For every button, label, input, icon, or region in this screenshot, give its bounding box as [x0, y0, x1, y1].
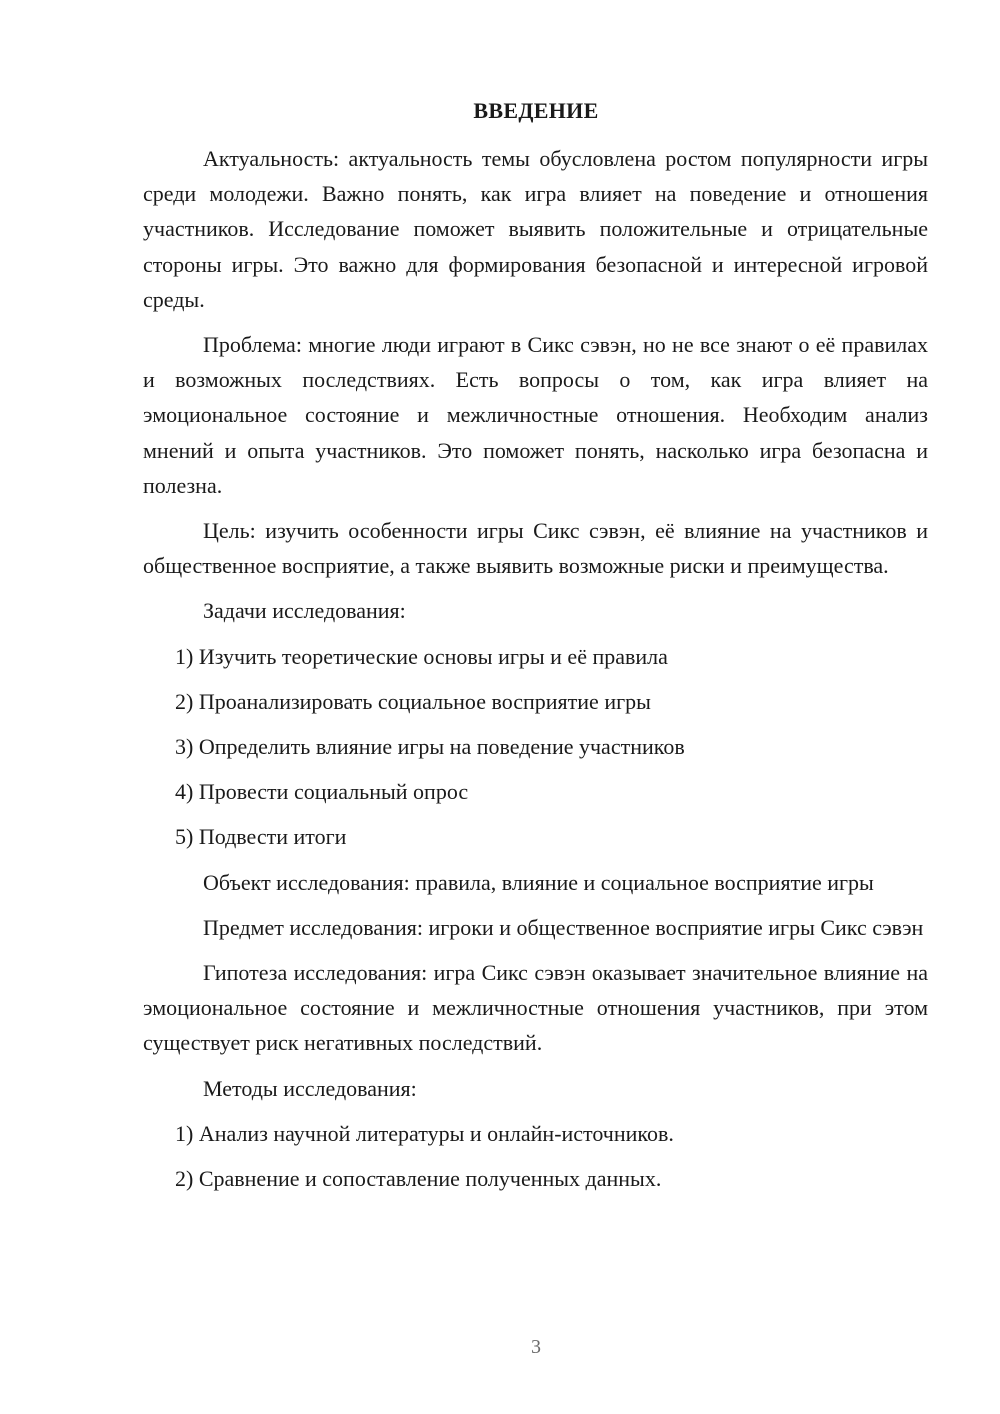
- task-item-5: 5) Подвести итоги: [175, 824, 347, 850]
- object-paragraph: Объект исследования: правила, влияние и социальное восприятие игры: [203, 869, 874, 895]
- method-item-1: 1) Анализ научной литературы и онлайн-источников.: [175, 1120, 674, 1146]
- relevance-paragraph: Актуальность: актуальность темы обусловлена ростом популярности игры среди молодежи. Важно понять, как игра влияет на поведение и отношения участников. Исследование поможет выявить положительные и отрицательные стороны игры. Это важно для формирования безопасной и интересной игровой среды.: [143, 146, 928, 312]
- goal-paragraph: Цель: изучить особенности игры Сикс сэвэн, её влияние на участников и общественное восприятие, а также выявить возможные риски и преимущества.: [143, 518, 928, 579]
- methods-title: Методы исследования:: [203, 1075, 417, 1101]
- task-item-2: 2) Проанализировать социальное восприятие игры: [175, 688, 651, 714]
- problem-paragraph: Проблема: многие люди играют в Сикс сэвэн, но не все знают о её правилах и возможных последствиях. Есть вопросы о том, как игра влияет на эмоциональное состояние и межличностные отношения. Необходим анализ мнений и опыта участников. Это поможет понять, насколько игра безопасна и полезна.: [143, 332, 928, 498]
- body-text: [143, 141, 928, 1206]
- task-item-1: 1) Изучить теоретические основы игры и её правила: [175, 643, 668, 669]
- page-number: 3: [531, 1336, 541, 1358]
- subject-paragraph: Предмет исследования: игроки и общественное восприятие игры Сикс сэвэн: [203, 914, 924, 940]
- section-heading: ВВЕДЕНИЕ: [473, 98, 599, 123]
- task-item-3: 3) Определить влияние игры на поведение участников: [175, 734, 685, 760]
- method-item-2: 2) Сравнение и сопоставление полученных данных.: [175, 1166, 662, 1192]
- tasks-title: Задачи исследования:: [203, 598, 406, 624]
- hypothesis-paragraph: Гипотеза исследования: игра Сикс сэвэн оказывает значительное влияние на эмоциональное состояние и межличностные отношения участников, при этом существует риск негативных последствий.: [143, 960, 928, 1056]
- task-item-4: 4) Провести социальный опрос: [175, 779, 469, 805]
